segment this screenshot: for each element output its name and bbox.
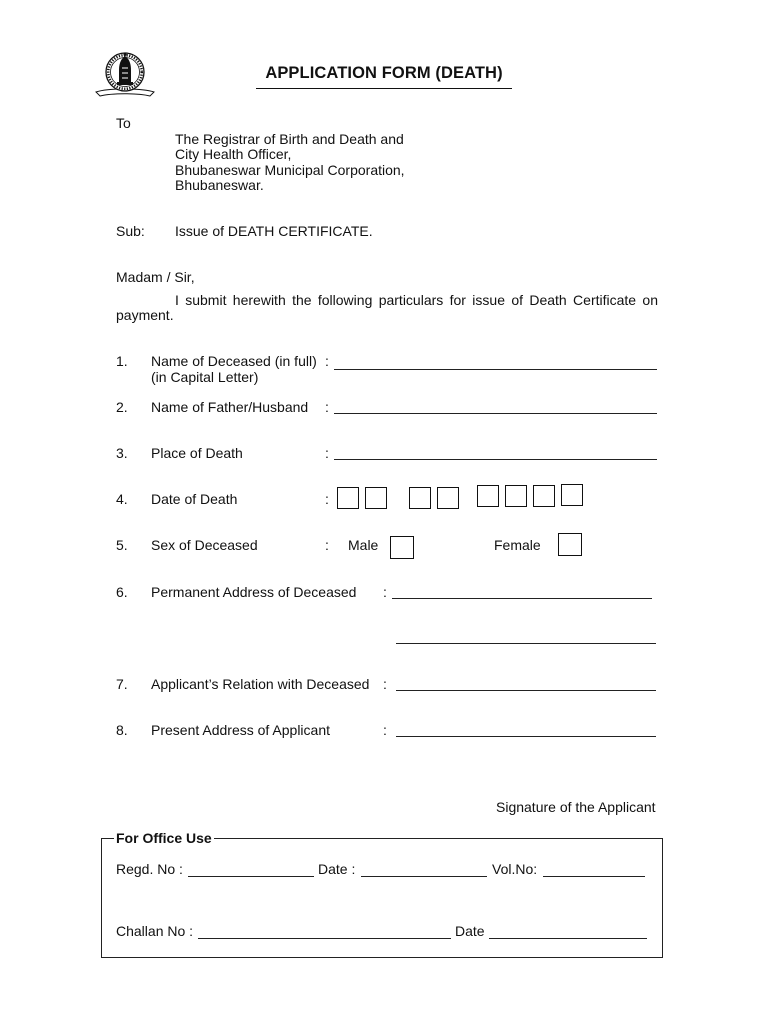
sex-male-checkbox[interactable]: [390, 536, 414, 559]
sex-female-checkbox[interactable]: [558, 533, 582, 556]
regd-date-label: Date :: [318, 861, 356, 877]
field-2-colon: :: [325, 399, 329, 415]
address-line-3: Bhubaneswar Municipal Corporation,: [175, 162, 405, 178]
field-6-number: 6.: [116, 584, 128, 600]
challan-date-label: Date: [455, 923, 485, 939]
field-8-label: Present Address of Applicant: [151, 722, 330, 738]
field-1-label: Name of Deceased (in full): [151, 353, 317, 369]
date-day-digit-1-box[interactable]: [337, 487, 359, 509]
relation-input-line[interactable]: [396, 690, 656, 691]
date-month-digit-2-box[interactable]: [437, 487, 459, 509]
permanent-address-input-line-1[interactable]: [392, 598, 652, 599]
field-5-colon: :: [325, 537, 329, 553]
challan-no-input-line[interactable]: [198, 938, 451, 939]
intro-line-2: payment.: [116, 307, 174, 323]
field-3-colon: :: [325, 445, 329, 461]
regd-no-label: Regd. No :: [116, 861, 183, 877]
challan-no-label: Challan No :: [116, 923, 194, 939]
vol-no-input-line[interactable]: [543, 876, 645, 877]
field-1-colon: :: [325, 353, 329, 369]
address-line-4: Bhubaneswar.: [175, 177, 264, 193]
field-3-number: 3.: [116, 445, 128, 461]
corporation-logo: [94, 48, 156, 100]
sex-female-label: Female: [494, 537, 541, 553]
date-year-digit-2-box[interactable]: [505, 485, 527, 507]
deceased-name-input-line[interactable]: [334, 369, 657, 370]
date-month-digit-1-box[interactable]: [409, 487, 431, 509]
father-husband-input-line[interactable]: [334, 413, 657, 414]
field-4-number: 4.: [116, 491, 128, 507]
form-title: APPLICATION FORM (DEATH): [265, 64, 503, 82]
field-7-colon: :: [383, 676, 387, 692]
to-label: To: [116, 115, 131, 131]
regd-date-input-line[interactable]: [361, 876, 487, 877]
field-2-label: Name of Father/Husband: [151, 399, 309, 415]
field-6-colon: :: [383, 584, 387, 600]
present-address-input-line[interactable]: [396, 736, 656, 737]
permanent-address-input-line-2[interactable]: [396, 643, 656, 644]
place-of-death-input-line[interactable]: [334, 459, 657, 460]
vol-no-label: Vol.No:: [492, 861, 538, 877]
field-7-number: 7.: [116, 676, 128, 692]
field-4-label: Date of Death: [151, 491, 238, 507]
signature-label: Signature of the Applicant: [496, 799, 656, 815]
sex-male-label: Male: [348, 537, 379, 553]
field-5-number: 5.: [116, 537, 128, 553]
address-line-2: City Health Officer,: [175, 146, 292, 162]
field-6-label: Permanent Address of Deceased: [151, 584, 357, 600]
date-year-digit-1-box[interactable]: [477, 485, 499, 507]
date-year-digit-4-box[interactable]: [561, 484, 583, 506]
field-8-colon: :: [383, 722, 387, 738]
challan-date-input-line[interactable]: [489, 938, 647, 939]
field-1-number: 1.: [116, 353, 128, 369]
subject-text: Issue of DEATH CERTIFICATE.: [175, 223, 373, 239]
title-underline: [256, 88, 512, 89]
field-1-sublabel: (in Capital Letter): [151, 369, 259, 385]
field-3-label: Place of Death: [151, 445, 243, 461]
field-7-label: Applicant’s Relation with Deceased: [151, 676, 370, 692]
address-line-1: The Registrar of Birth and Death and: [175, 131, 404, 147]
date-year-digit-3-box[interactable]: [533, 485, 555, 507]
salutation: Madam / Sir,: [116, 269, 195, 285]
office-use-box: [101, 838, 663, 958]
office-use-legend: For Office Use: [116, 830, 212, 846]
regd-no-input-line[interactable]: [188, 876, 314, 877]
field-2-number: 2.: [116, 399, 128, 415]
field-8-number: 8.: [116, 722, 128, 738]
intro-line-1: I submit herewith the following particulars for issue of Death Certificate on: [175, 292, 658, 308]
field-5-label: Sex of Deceased: [151, 537, 258, 553]
field-4-colon: :: [325, 491, 329, 507]
date-day-digit-2-box[interactable]: [365, 487, 387, 509]
subject-label: Sub:: [116, 223, 145, 239]
